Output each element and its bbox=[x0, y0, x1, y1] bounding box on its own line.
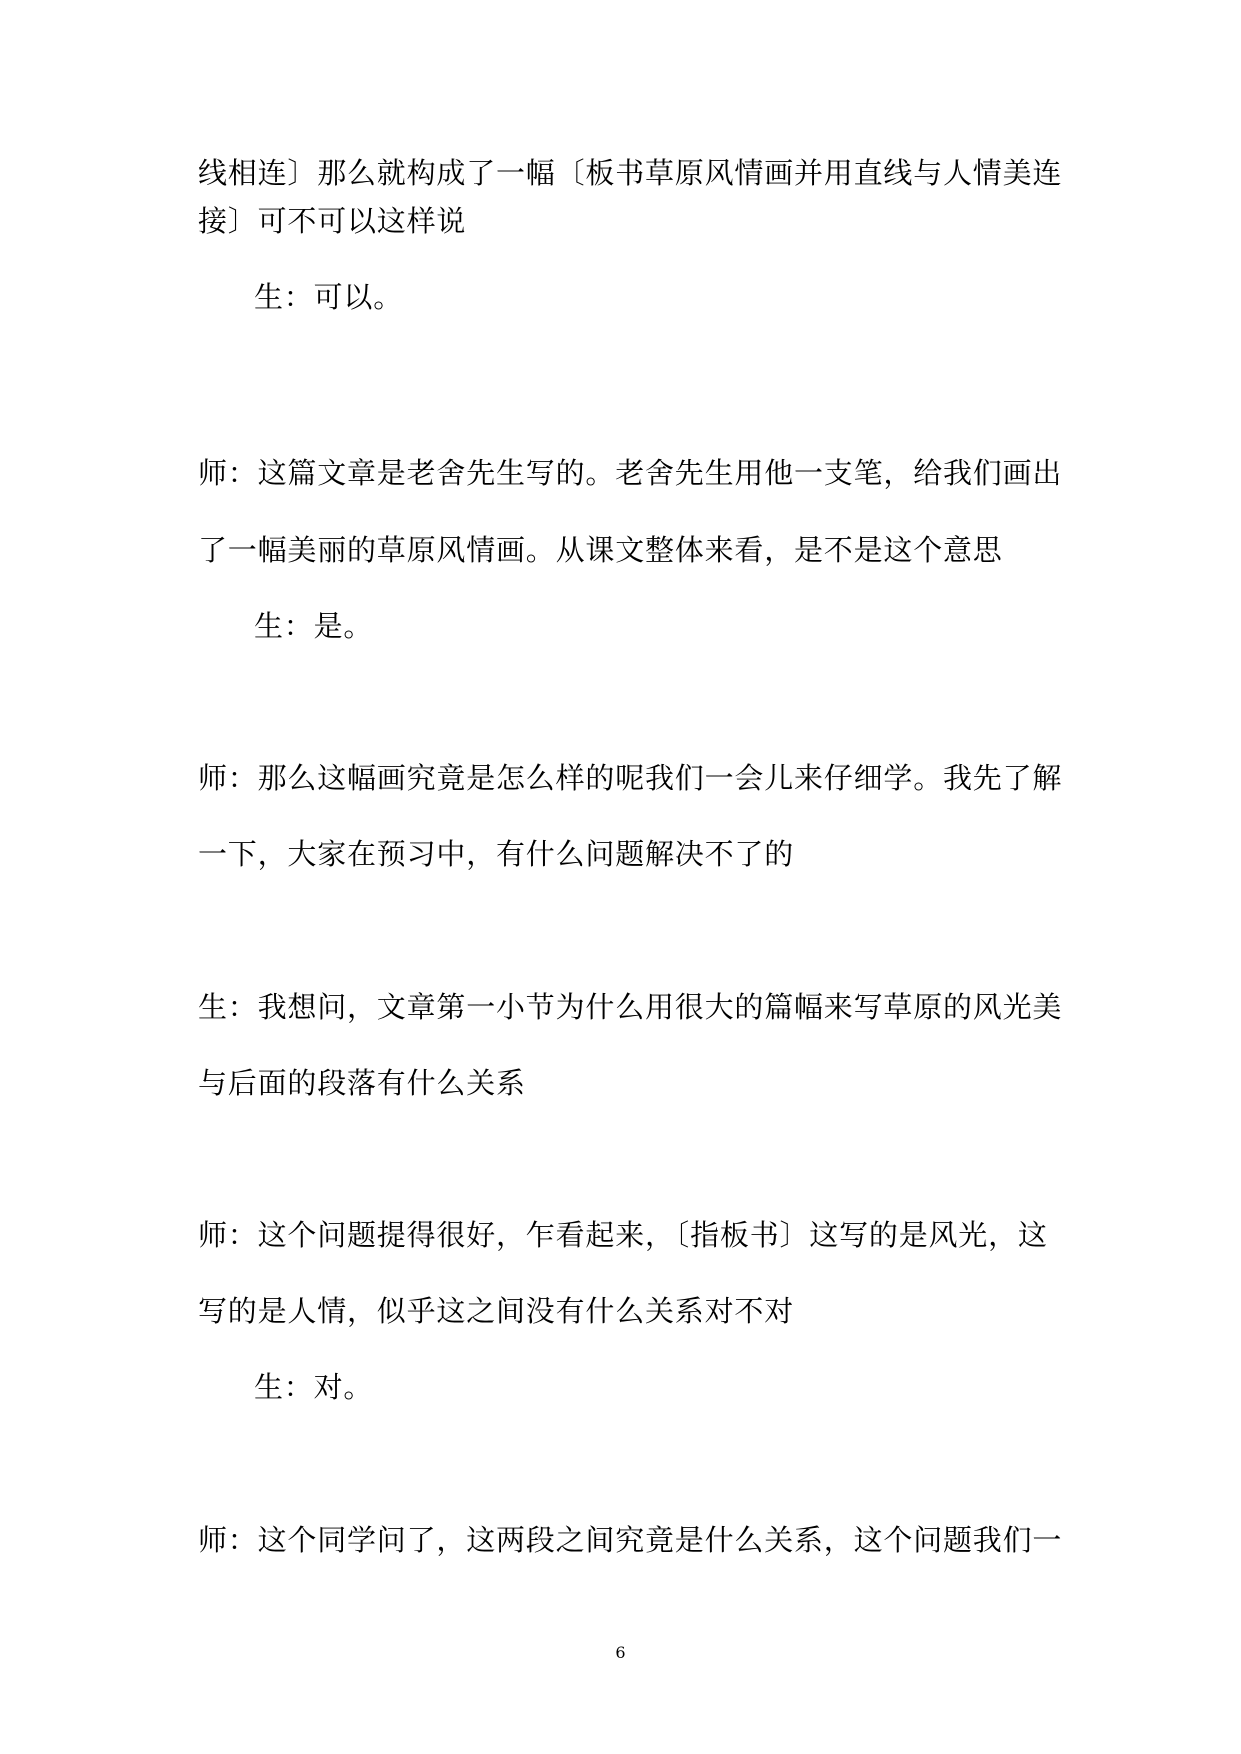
text-line: 师：这篇文章是老舍先生写的。老舍先生用他一支笔，给我们画出 bbox=[198, 456, 1063, 490]
text-line: 接〕可不可以这样说 bbox=[198, 204, 467, 238]
text-line: 与后面的段落有什么关系 bbox=[198, 1066, 526, 1100]
text-line: 生：可以。 bbox=[254, 280, 404, 314]
text-line: 师：这个同学问了，这两段之间究竟是什么关系，这个问题我们一 bbox=[198, 1523, 1063, 1557]
text-line: 师：那么这幅画究竟是怎么样的呢我们一会儿来仔细学。我先了解 bbox=[198, 761, 1063, 795]
text-line: 生：对。 bbox=[254, 1370, 374, 1404]
text-line: 写的是人情，似乎这之间没有什么关系对不对 bbox=[198, 1294, 795, 1328]
text-line: 生：我想问，文章第一小节为什么用很大的篇幅来写草原的风光美 bbox=[198, 990, 1063, 1024]
text-line: 生：是。 bbox=[254, 609, 374, 643]
text-line: 了一幅美丽的草原风情画。从课文整体来看，是不是这个意思 bbox=[198, 533, 1003, 567]
text-line: 一下，大家在预习中，有什么问题解决不了的 bbox=[198, 837, 795, 871]
text-line: 师：这个问题提得很好，乍看起来，〔指板书〕这写的是风光，这 bbox=[198, 1218, 1048, 1252]
text-line: 线相连〕那么就构成了一幅〔板书草原风情画并用直线与人情美连 bbox=[198, 156, 1063, 190]
page-number: 6 bbox=[615, 1643, 626, 1662]
